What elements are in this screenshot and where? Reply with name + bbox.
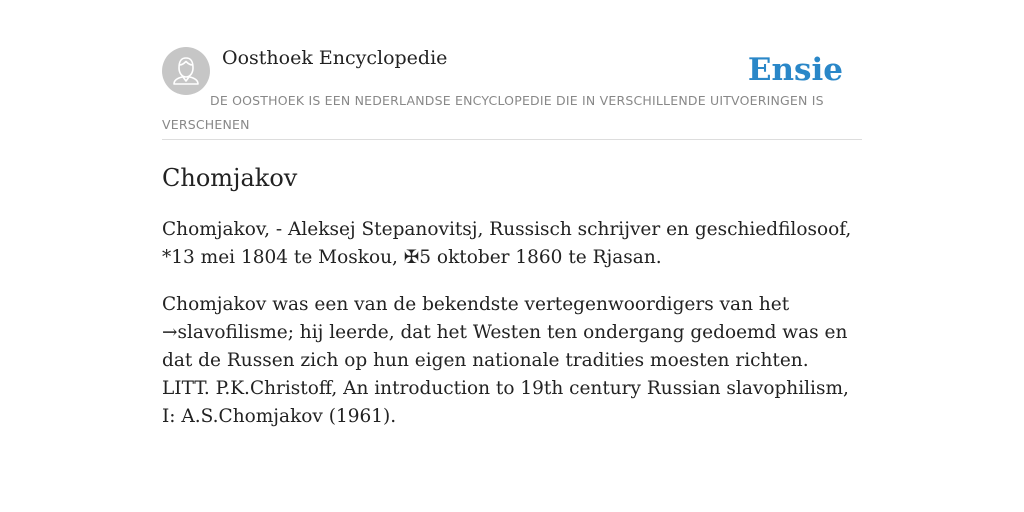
article-paragraph bbox=[162, 291, 862, 431]
source-tagline: DE OOSTHOEK IS EEN NEDERLANDSE ENCYCLOPEDIE DIE IN VERSCHILLENDE UITVOERINGEN IS VERSCHENEN bbox=[162, 93, 824, 132]
article-text: Chomjakov was een van de bekendste vertegenwoordigers van het →slavofilisme; hij leerde, dat het Westen ten ondergang gedoemd was en dat de Russen zich op hun eigen nationale tradities moesten richten. bbox=[162, 294, 848, 371]
article-body bbox=[162, 216, 862, 431]
article-title: Chomjakov bbox=[162, 164, 298, 192]
source-avatar[interactable] bbox=[162, 47, 210, 95]
user-silhouette-icon bbox=[162, 47, 210, 95]
literature-reference: LITT. P.K.Christoff, An introduction to 19th century Russian slavophilism, I: A.S.Chomjakov (1961). bbox=[162, 378, 849, 427]
header bbox=[162, 0, 862, 140]
page bbox=[162, 0, 862, 427]
brand-logo[interactable]: Ensie bbox=[747, 52, 843, 88]
article-paragraph: Chomjakov, - Aleksej Stepanovitsj, Russisch schrijver en geschiedfilosoof, *13 mei 1804 te Moskou, ✠5 oktober 1860 te Rjasan. bbox=[162, 219, 852, 268]
source-name[interactable]: Oosthoek Encyclopedie bbox=[222, 47, 448, 69]
